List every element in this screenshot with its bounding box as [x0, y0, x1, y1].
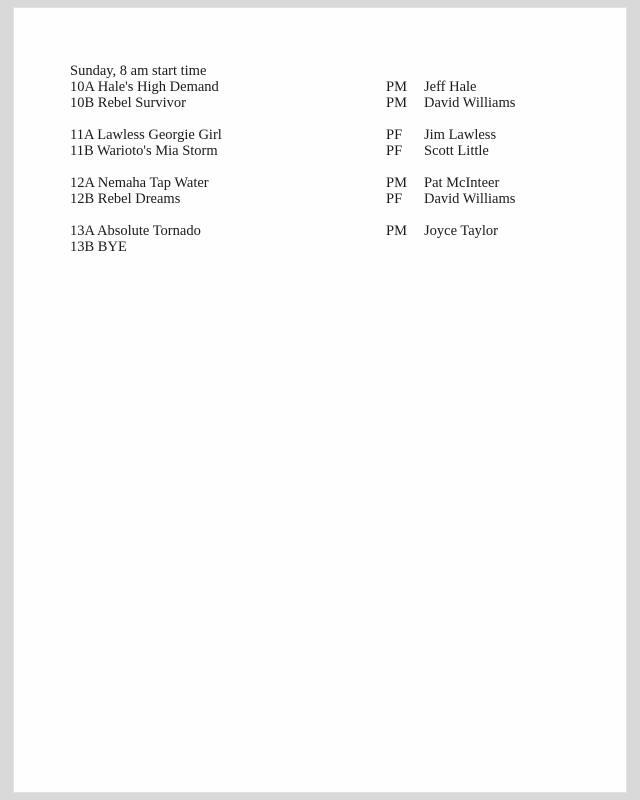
entry-name: 10A Hale's High Demand — [70, 79, 219, 95]
entry-name: 11B Warioto's Mia Storm — [70, 143, 218, 159]
schedule-heading: Sunday, 8 am start time — [70, 63, 207, 79]
entry-rider: Joyce Taylor — [424, 223, 499, 239]
entry-row — [70, 175, 570, 191]
entry-name: 10B Rebel Survivor — [70, 95, 186, 111]
entry-division: PF — [386, 143, 403, 159]
entry-division: PF — [386, 127, 403, 143]
page-canvas — [14, 8, 626, 792]
entry-division: PM — [386, 79, 407, 95]
entry-group — [70, 127, 570, 159]
entry-name: 12A Nemaha Tap Water — [70, 175, 209, 191]
entry-group — [70, 223, 570, 255]
entry-row — [70, 223, 570, 239]
entry-rider: Pat McInteer — [424, 175, 500, 191]
entry-division: PM — [386, 175, 407, 191]
entry-row — [70, 95, 570, 111]
entry-division: PM — [386, 223, 407, 239]
entry-row — [70, 143, 570, 159]
entry-row — [70, 127, 570, 143]
entry-rider: Jeff Hale — [424, 79, 477, 95]
entry-name: 13A Absolute Tornado — [70, 223, 201, 239]
entry-rider: Jim Lawless — [424, 127, 497, 143]
entry-group — [70, 79, 570, 111]
schedule-list — [70, 63, 570, 255]
entry-group — [70, 175, 570, 207]
document-page — [14, 8, 626, 792]
entry-row — [70, 239, 570, 255]
entry-row — [70, 79, 570, 95]
entry-division: PF — [386, 191, 403, 207]
entry-name: 13B BYE — [70, 239, 127, 255]
entry-division: PM — [386, 95, 407, 111]
entry-rider: David Williams — [424, 191, 516, 207]
entry-name: 12B Rebel Dreams — [70, 191, 181, 207]
entry-row — [70, 191, 570, 207]
entry-name: 11A Lawless Georgie Girl — [70, 127, 222, 143]
entry-rider: Scott Little — [424, 143, 489, 159]
entry-rider: David Williams — [424, 95, 516, 111]
